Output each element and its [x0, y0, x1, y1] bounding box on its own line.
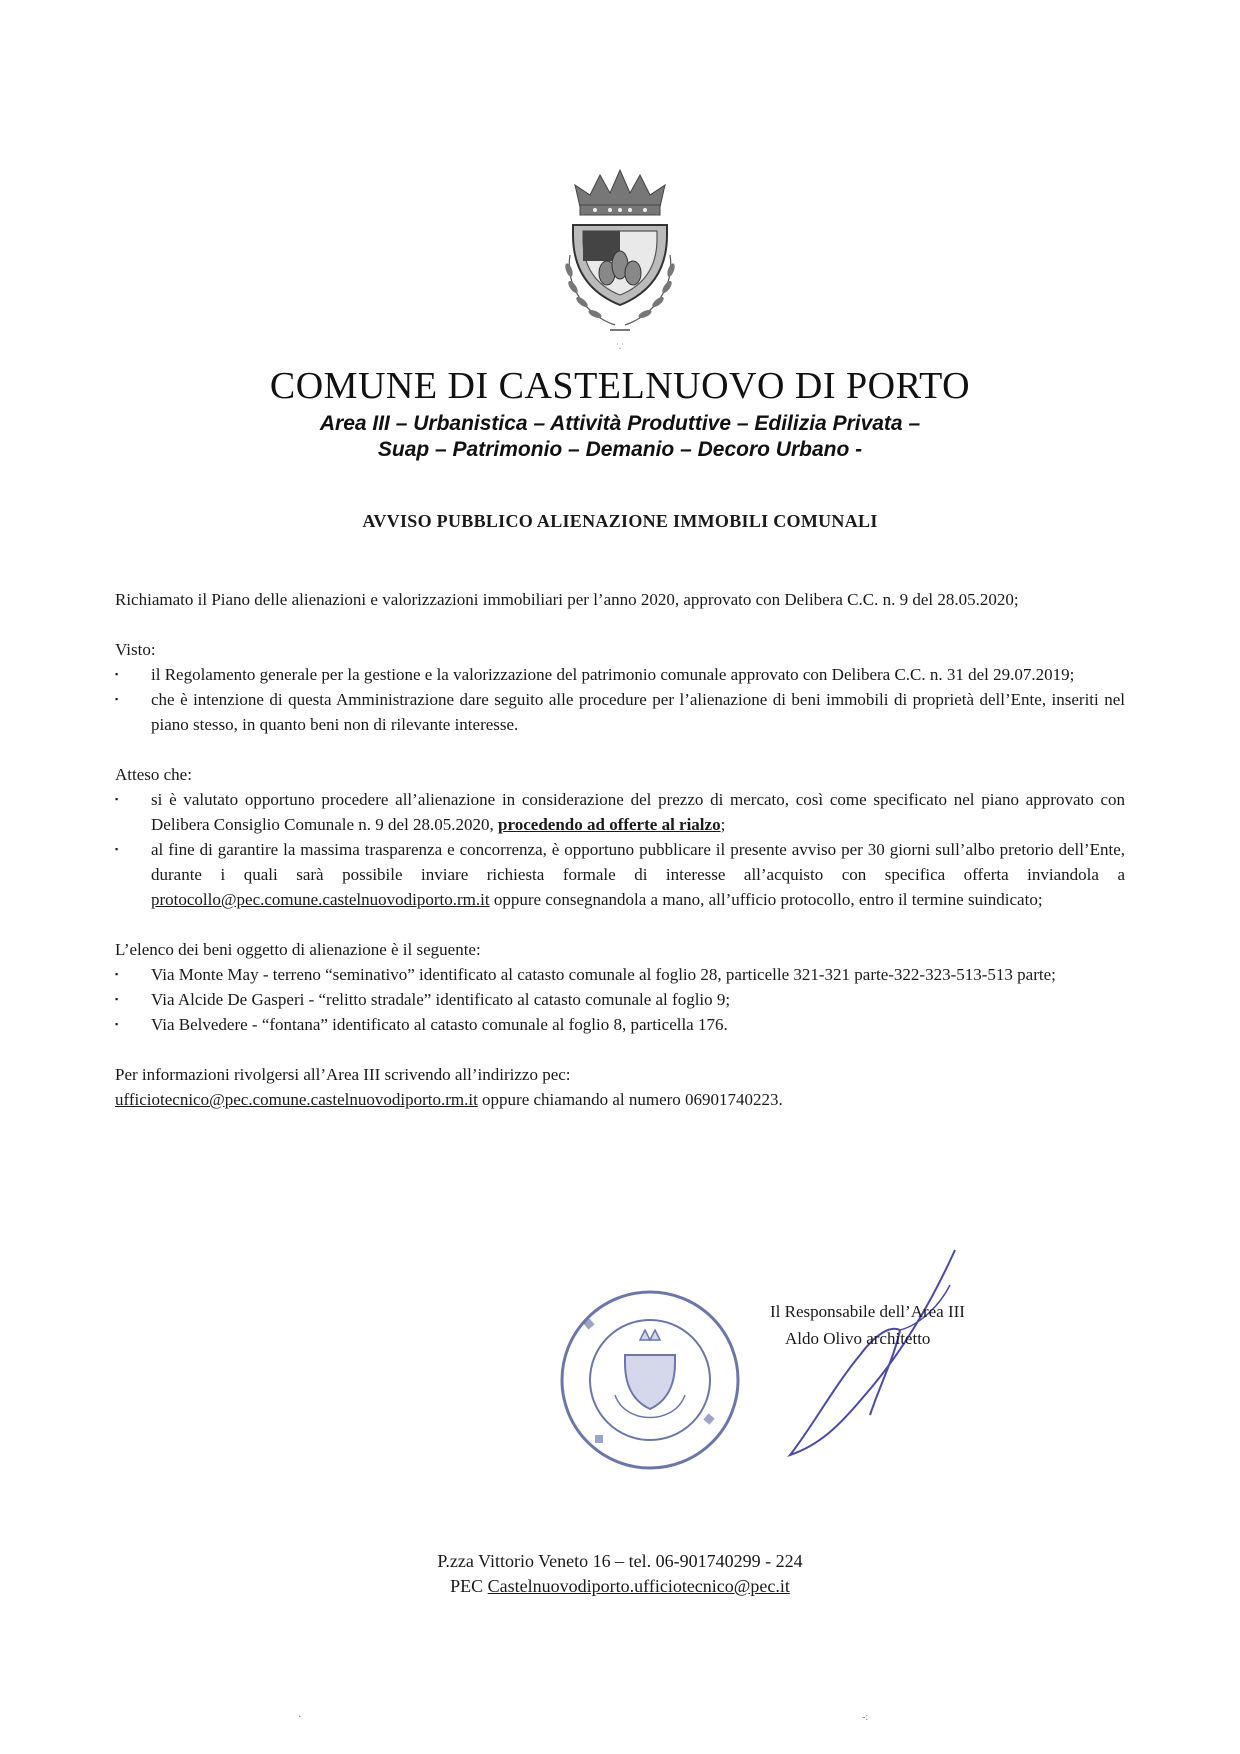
svg-text:·‸·: ·‸·: [616, 340, 624, 349]
protocol-email-link[interactable]: protocollo@pec.comune.castelnuovodiporto.rm.it: [151, 890, 490, 909]
signature-block: [770, 1298, 965, 1352]
list-item: ▪ Via Monte May - terreno “seminativo” identificato al catasto comunale al foglio 28, particelle 321-321 parte-322-323-513-513 parte;: [115, 962, 1125, 987]
beni-list: [115, 962, 1125, 1037]
municipal-crest-icon: [555, 165, 685, 355]
list-item: ▪ Via Belvedere - “fontana” identificato al catasto comunale al foglio 8, particella 176.: [115, 1012, 1125, 1037]
atteso-label: Atteso che:: [115, 765, 192, 784]
department-subtitle-line1: Area III – Urbanistica – Attività Produttive – Edilizia Privata –: [319, 412, 921, 435]
emphasis-text: procedendo ad offerte al rialzo: [498, 815, 721, 834]
list-item: ▪ Via Alcide De Gasperi - “relitto stradale” identificato al catasto comunale al foglio 9;: [115, 987, 1125, 1012]
beni-label: L’elenco dei beni oggetto di alienazione è il seguente:: [115, 940, 481, 959]
signatory-role: Il Responsabile dell’Area III: [770, 1302, 965, 1321]
page-title: COMUNE DI CASTELNUOVO DI PORTO: [269, 365, 971, 407]
list-item: ▪ al fine di garantire la massima trasparenza e concorrenza, è opportuno pubblicare il presente avviso per 30 giorni sull’albo pretorio dell’Ente, durante i quali sarà possibile inviare richiesta formale di interesse all’acquisto con specifica offerta inviandola a protocollo@pec.comune.castelnuovodiporto.rm.it oppure consegnandola a mano, all’ufficio protocollo, entro il termine suindicato;: [115, 837, 1125, 912]
list-item: ▪ il Regolamento generale per la gestione e la valorizzazione del patrimonio comunale approvato con Delibera C.C. n. 31 del 29.07.2019;: [115, 662, 1125, 687]
list-item: ▪ che è intenzione di questa Amministrazione dare seguito alle procedure per l’alienazione di beni immobili di proprietà dell’Ente, inseriti nel piano stesso, in quanto beni non di rilevante interesse.: [115, 687, 1125, 737]
atteso-list: [115, 787, 1125, 912]
list-item: ▪ si è valutato opportuno procedere all’alienazione in considerazione del prezzo di mercato, così come specificato nel piano approvato con Delibera Consiglio Comunale n. 9 del 28.05.2020, procedendo ad offerte al rialzo;: [115, 787, 1125, 837]
intro-paragraph: Richiamato il Piano delle alienazioni e valorizzazioni immobiliari per l’anno 2020, approvato con Delibera C.C. n. 9 del 28.05.2020;: [115, 590, 1019, 609]
notice-heading: AVVISO PUBBLICO ALIENAZIONE IMMOBILI COMUNALI: [362, 511, 878, 531]
signatory-name: Aldo Olivo architetto: [785, 1329, 931, 1348]
department-subtitle-line2: Suap – Patrimonio – Demanio – Decoro Urbano -: [377, 438, 863, 461]
info-line: Per informazioni rivolgersi all’Area III scrivendo all’indirizzo pec:: [115, 1065, 571, 1084]
footer-pec: PEC Castelnuovodiporto.ufficiotecnico@pec.it: [450, 1576, 790, 1596]
notice-body: [115, 587, 1125, 1112]
handwritten-signature-icon: [780, 1245, 960, 1465]
footer-address: P.zza Vittorio Veneto 16 – tel. 06-901740299 - 224: [437, 1551, 803, 1571]
visto-list: [115, 662, 1125, 737]
scan-mark: ·: [298, 1712, 302, 1723]
official-stamp-icon: [555, 1285, 745, 1475]
visto-label: Visto:: [115, 640, 156, 659]
footer-pec-email-link[interactable]: Castelnuovodiporto.ufficiotecnico@pec.it: [487, 1576, 790, 1596]
tech-office-email-link[interactable]: ufficiotecnico@pec.comune.castelnuovodiporto.rm.it: [115, 1090, 478, 1109]
scan-mark: -:: [862, 1712, 869, 1723]
info-line-2: ufficiotecnico@pec.comune.castelnuovodiporto.rm.it oppure chiamando al numero 06901740223.: [115, 1090, 783, 1109]
